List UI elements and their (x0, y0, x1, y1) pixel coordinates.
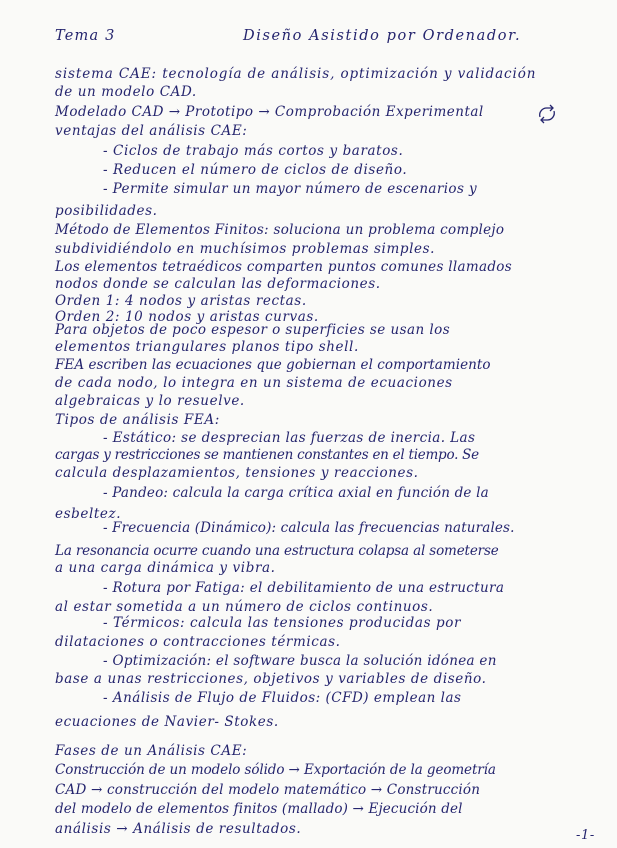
text-line: - Permite simular un mayor número de escenarios y (103, 181, 478, 197)
text-line: ventajas del análisis CAE: (55, 123, 248, 139)
text-line: Orden 1: 4 nodos y aristas rectas. (55, 293, 307, 309)
text-line: - Ciclos de trabajo más cortos y baratos. (103, 143, 404, 159)
text-line: de cada nodo, lo integra en un sistema de ecuaciones (55, 375, 453, 391)
text-line: esbeltez. (55, 506, 122, 522)
page-number: -1- (576, 828, 595, 843)
text-line: Método de Elementos Finitos: soluciona un problema complejo (55, 222, 505, 238)
cycle-arrows-icon (535, 103, 559, 125)
text-line: sistema CAE: tecnología de análisis, optimización y validación (55, 66, 537, 82)
text-line: - Estático: se desprecian las fuerzas de inercia. Las (103, 430, 476, 446)
text-line: - Frecuencia (Dinámico): calcula las frecuencias naturales. (103, 520, 515, 536)
text-line: - Térmicos: calcula las tensiones producidas por (103, 615, 462, 631)
text-line: Orden 2: 10 nodos y aristas curvas. (55, 309, 319, 325)
text-line: calcula desplazamientos, tensiones y reacciones. (55, 465, 419, 481)
text-line: dilataciones o contracciones térmicas. (55, 634, 341, 650)
text-line: La resonancia ocurre cuando una estructura colapsa al someterse (55, 543, 499, 559)
text-line: nodos donde se calculan las deformaciones. (55, 276, 381, 292)
text-line: elementos triangulares planos tipo shell. (55, 339, 359, 355)
text-line: Los elementos tetraédicos comparten puntos comunes llamados (55, 259, 512, 275)
text-line: - Análisis de Flujo de Fluidos: (CFD) emplean las (103, 690, 462, 706)
topic-label: Tema 3 (55, 28, 116, 44)
text-line: al estar sometida a un número de ciclos continuos. (55, 599, 434, 615)
text-line: de un modelo CAD. (55, 84, 197, 100)
text-line: algebraicas y lo resuelve. (55, 393, 245, 409)
page-title: Diseño Asistido por Ordenador. (243, 28, 522, 44)
text-line: Modelado CAD → Prototipo → Comprobación Experimental (55, 104, 484, 120)
text-line: a una carga dinámica y vibra. (55, 560, 276, 576)
text-line: posibilidades. (55, 203, 158, 219)
text-line: cargas y restricciones se mantienen constantes en el tiempo. Se (55, 447, 479, 463)
text-line: ecuaciones de Navier- Stokes. (55, 714, 279, 730)
text-line: Fases de un Análisis CAE: (55, 743, 248, 759)
text-line: Construcción de un modelo sólido → Exportación de la geometría (55, 762, 496, 778)
text-line: base a unas restricciones, objetivos y variables de diseño. (55, 671, 487, 687)
text-line: - Rotura por Fatiga: el debilitamiento de una estructura (103, 580, 505, 596)
text-line: Tipos de análisis FEA: (55, 412, 220, 428)
text-line: del modelo de elementos finitos (mallado) → Ejecución del (55, 801, 463, 817)
text-line: - Pandeo: calcula la carga crítica axial en función de la (103, 485, 489, 501)
text-line: - Reducen el número de ciclos de diseño. (103, 162, 408, 178)
text-line: FEA escriben las ecuaciones que gobiernan el comportamiento (55, 357, 491, 373)
text-line: análisis → Análisis de resultados. (55, 821, 302, 837)
text-line: CAD → construcción del modelo matemático → Construcción (55, 782, 481, 798)
text-line: subdividiéndolo en muchísimos problemas simples. (55, 241, 436, 257)
text-line: - Optimización: el software busca la solución idónea en (103, 653, 497, 669)
text-line: Para objetos de poco espesor o superficies se usan los (55, 322, 451, 338)
